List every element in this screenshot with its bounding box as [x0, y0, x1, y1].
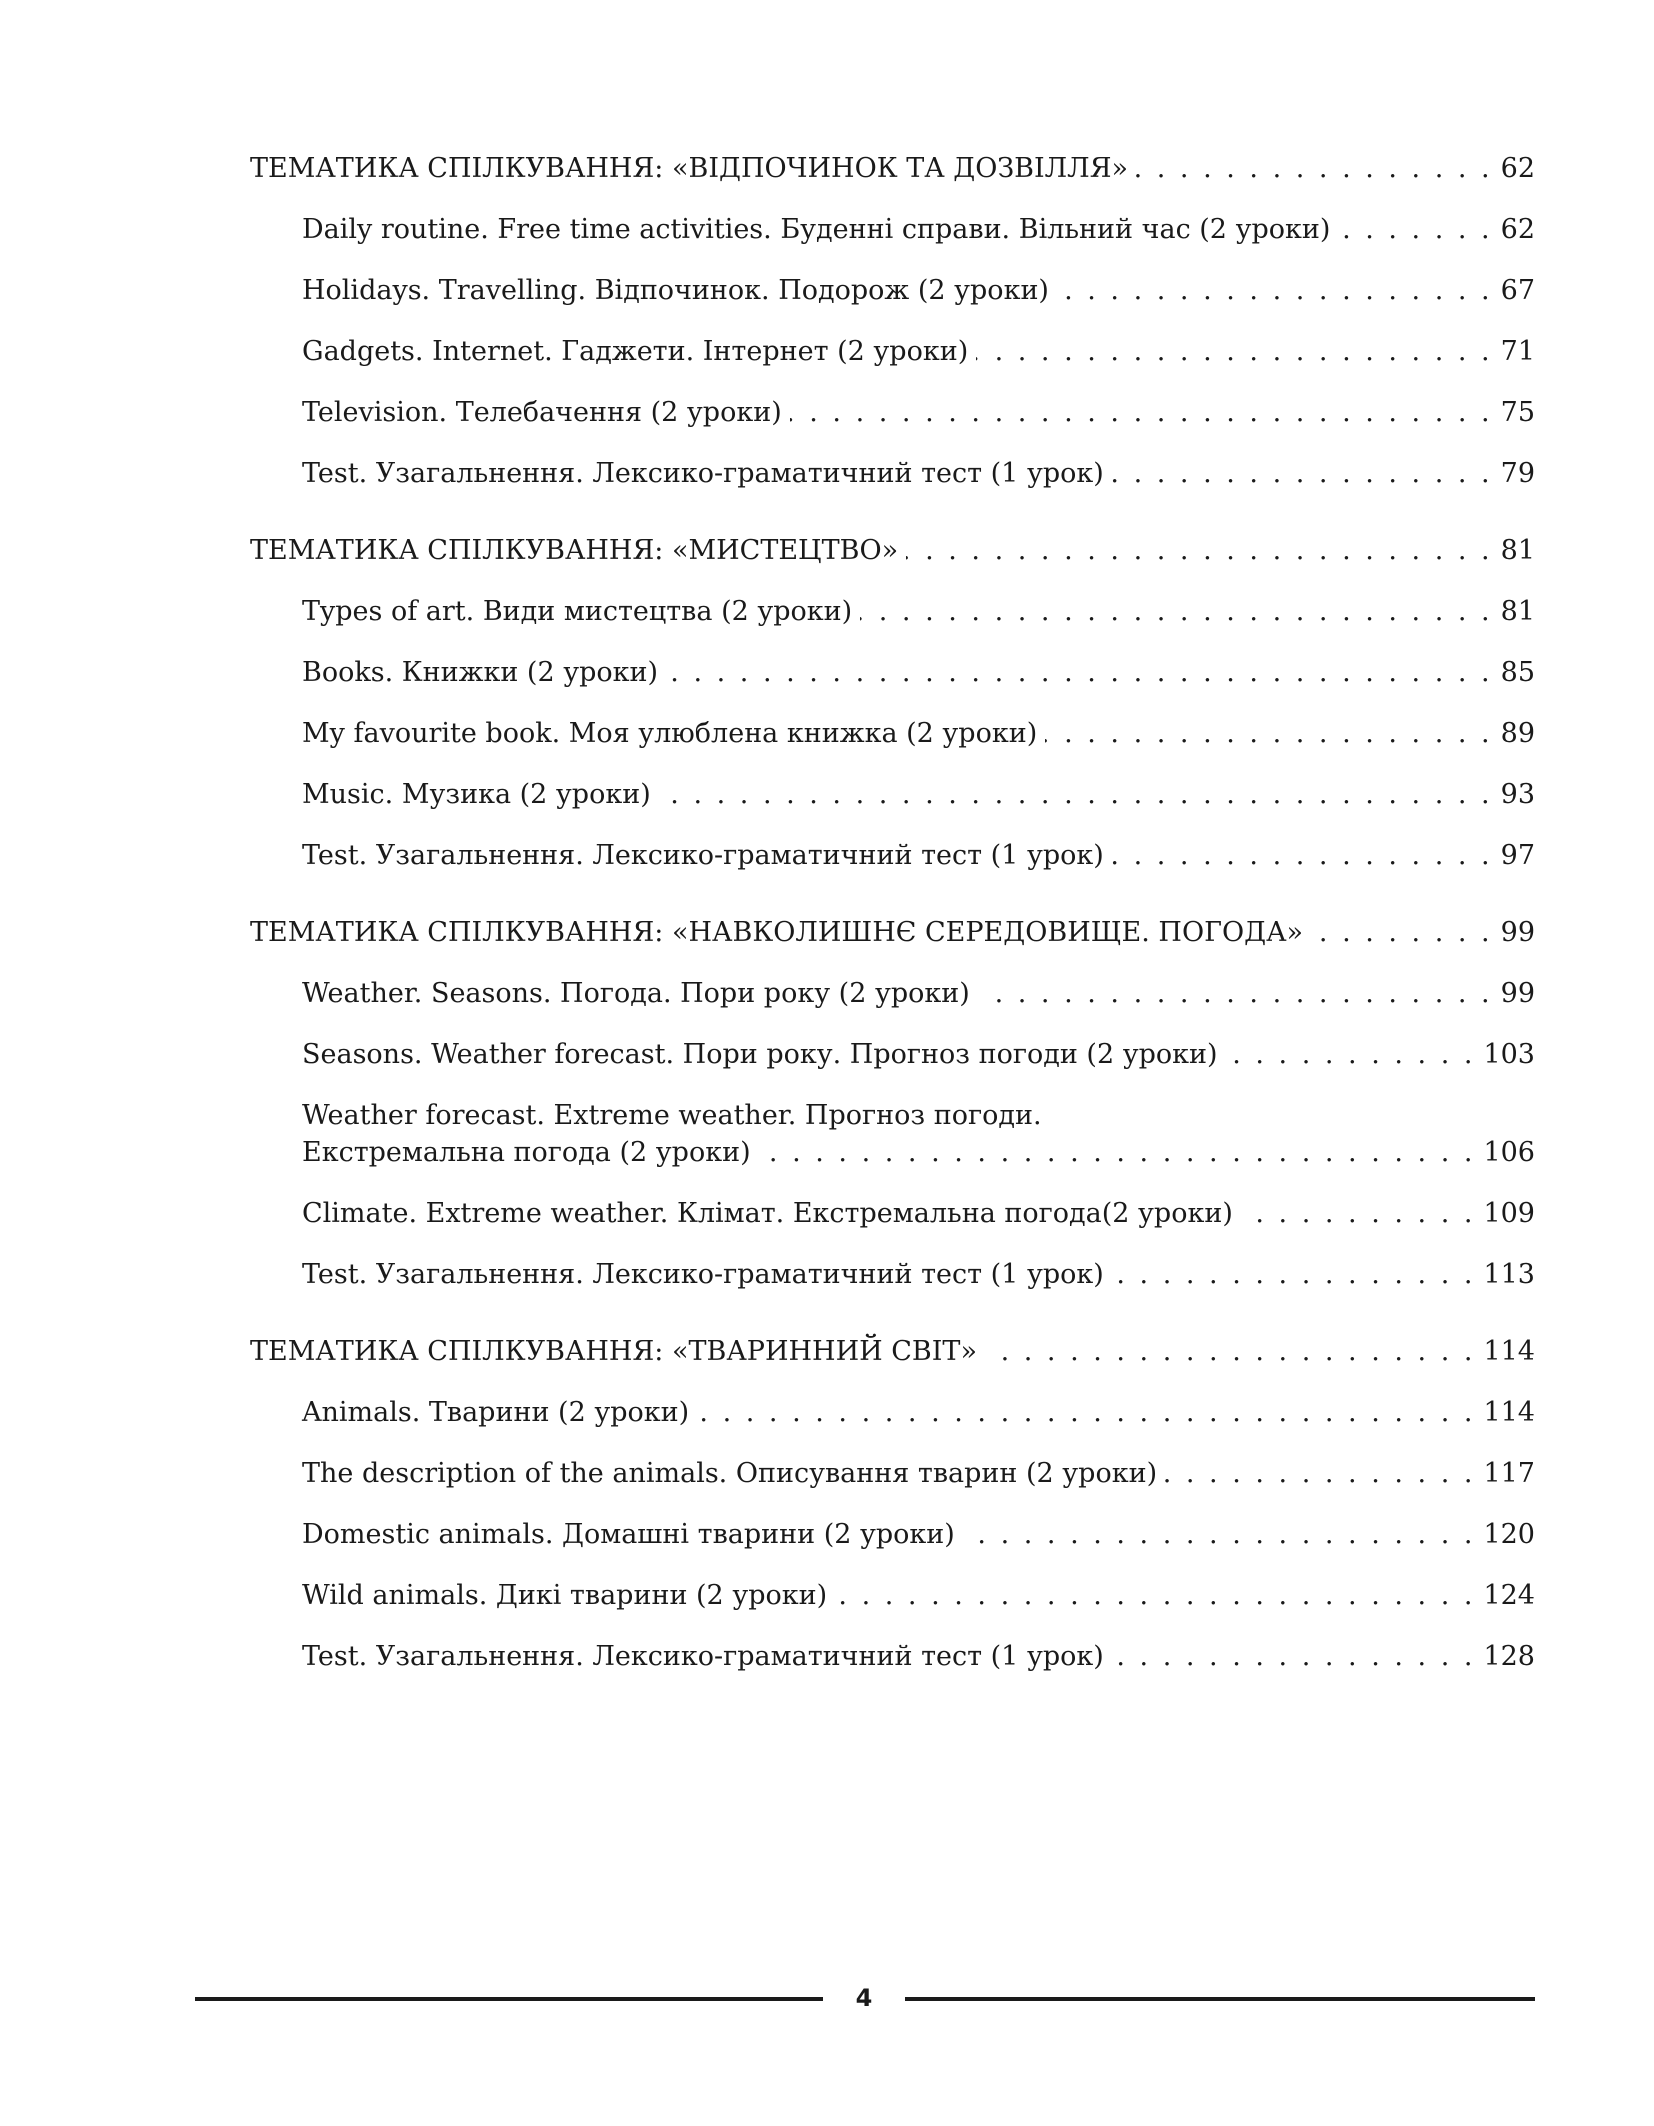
dot-leader	[1112, 1638, 1476, 1675]
entry-title: Weather. Seasons. Погода. Пори року (2 уроки)	[302, 978, 970, 1009]
toc-entry[interactable]	[250, 975, 1535, 1012]
footer-rule-left	[195, 1997, 823, 2001]
entry-page-number: 124	[1483, 1580, 1535, 1611]
entry-page-number: 89	[1500, 718, 1535, 749]
entry-page-number: 67	[1500, 275, 1535, 306]
section-page-number: 81	[1500, 535, 1535, 566]
entry-page-number: 106	[1483, 1137, 1535, 1168]
toc-section-heading[interactable]	[250, 150, 1535, 187]
entry-line	[302, 1036, 1535, 1073]
toc-entry[interactable]	[250, 1036, 1535, 1073]
page-number: 4	[855, 1984, 873, 2012]
entry-title: Holidays. Travelling. Відпочинок. Подорож (2 уроки)	[302, 275, 1049, 306]
entry-line	[302, 1638, 1535, 1675]
entry-page-number: 75	[1500, 397, 1535, 428]
entry-line	[302, 715, 1535, 752]
toc-entry[interactable]	[250, 272, 1535, 309]
entry-page-number: 128	[1483, 1641, 1535, 1672]
dot-leader	[963, 1516, 1476, 1553]
dot-leader	[1112, 837, 1493, 874]
dot-leader	[659, 776, 1493, 813]
entry-line	[302, 654, 1535, 691]
entry-title: Television. Телебачення (2 уроки)	[302, 397, 782, 428]
entry-page-number: 117	[1483, 1458, 1535, 1489]
section-page-number: 99	[1500, 917, 1535, 948]
dot-leader	[860, 593, 1492, 630]
dot-leader	[1338, 211, 1492, 248]
entry-title: Test. Узагальнення. Лексико-граматичний тест (1 урок)	[302, 458, 1104, 489]
entry-line	[302, 1134, 1535, 1171]
entry-line	[302, 333, 1535, 370]
entry-title: Domestic animals. Домашні тварини (2 уроки)	[302, 1519, 955, 1550]
dot-leader	[1112, 1256, 1476, 1293]
entry-line	[302, 837, 1535, 874]
entry-title: Seasons. Weather forecast. Пори року. Прогноз погоди (2 уроки)	[302, 1039, 1218, 1070]
entry-line	[302, 975, 1535, 1012]
toc-section	[250, 914, 1535, 1293]
entry-title: Books. Книжки (2 уроки)	[302, 657, 659, 688]
page-footer	[195, 1978, 1535, 2018]
entry-title: Daily routine. Free time activities. Буденні справи. Вільний час (2 уроки)	[302, 214, 1331, 245]
table-of-contents	[250, 150, 1535, 1715]
entry-page-number: 103	[1483, 1039, 1535, 1070]
entry-title: Екстремальна погода (2 уроки)	[302, 1137, 751, 1168]
dot-leader	[697, 1394, 1475, 1431]
entry-line	[302, 1394, 1535, 1431]
dot-leader	[1112, 455, 1493, 492]
section-heading-text: ТЕМАТИКА СПІЛКУВАННЯ: «ВІДПОЧИНОК ТА ДОЗВІЛЛЯ»	[250, 153, 1129, 184]
entry-title: Wild animals. Дикі тварини (2 уроки)	[302, 1580, 828, 1611]
toc-entry[interactable]	[250, 1394, 1535, 1431]
entry-title: Test. Узагальнення. Лексико-граматичний тест (1 урок)	[302, 1641, 1104, 1672]
toc-entry[interactable]	[250, 394, 1535, 431]
toc-section	[250, 150, 1535, 492]
toc-entry[interactable]	[250, 1195, 1535, 1232]
toc-section	[250, 532, 1535, 874]
entry-line	[302, 272, 1535, 309]
entry-page-number: 93	[1500, 779, 1535, 810]
entry-page-number: 109	[1483, 1198, 1535, 1229]
entry-title-line: Weather forecast. Extreme weather. Прогноз погоди.	[302, 1100, 1042, 1131]
entry-line	[302, 1256, 1535, 1293]
section-heading-text: ТЕМАТИКА СПІЛКУВАННЯ: «ТВАРИННИЙ СВІТ»	[250, 1336, 977, 1367]
entry-line	[302, 211, 1535, 248]
section-page-number: 114	[1483, 1336, 1535, 1367]
entry-title: The description of the animals. Описування тварин (2 уроки)	[302, 1458, 1158, 1489]
toc-entry[interactable]	[250, 1256, 1535, 1293]
entry-title: Animals. Тварини (2 уроки)	[302, 1397, 690, 1428]
entry-page-number: 114	[1483, 1397, 1535, 1428]
toc-entry[interactable]	[250, 1516, 1535, 1553]
entry-line	[302, 1577, 1535, 1614]
entry-page-number: 62	[1500, 214, 1535, 245]
dot-leader	[1165, 1455, 1475, 1492]
entry-title: My favourite book. Моя улюблена книжка (2 уроки)	[302, 718, 1038, 749]
dot-leader	[906, 532, 1493, 569]
entry-title: Gadgets. Internet. Гаджети. Інтернет (2 уроки)	[302, 336, 969, 367]
entry-page-number: 120	[1483, 1519, 1535, 1550]
dot-leader	[985, 1333, 1475, 1370]
entry-page-number: 79	[1500, 458, 1535, 489]
entry-page-number: 99	[1500, 978, 1535, 1009]
entry-line	[302, 1455, 1535, 1492]
toc-entry[interactable]	[250, 1097, 1535, 1171]
entry-line	[302, 1516, 1535, 1553]
dot-leader	[978, 975, 1493, 1012]
entry-line	[302, 394, 1535, 431]
toc-section	[250, 1333, 1535, 1675]
dot-leader	[1241, 1195, 1476, 1232]
dot-leader	[790, 394, 1493, 431]
entry-title: Types of art. Види мистецтва (2 уроки)	[302, 596, 853, 627]
dot-leader	[1057, 272, 1493, 309]
entry-page-number: 85	[1500, 657, 1535, 688]
entry-title: Climate. Extreme weather. Клімат. Екстремальна погода(2 уроки)	[302, 1198, 1233, 1229]
section-heading-text: ТЕМАТИКА СПІЛКУВАННЯ: «НАВКОЛИШНЄ СЕРЕДОВИЩЕ. ПОГОДА»	[250, 917, 1304, 948]
dot-leader	[666, 654, 1493, 691]
dot-leader	[835, 1577, 1475, 1614]
entry-page-number: 71	[1500, 336, 1535, 367]
entry-line	[302, 455, 1535, 492]
section-heading-text: ТЕМАТИКА СПІЛКУВАННЯ: «МИСТЕЦТВО»	[250, 535, 899, 566]
toc-entry[interactable]	[250, 455, 1535, 492]
toc-section-heading[interactable]	[250, 914, 1535, 951]
dot-leader	[1226, 1036, 1476, 1073]
toc-entry[interactable]	[250, 593, 1535, 630]
toc-section-heading[interactable]	[250, 532, 1535, 569]
footer-rule-right	[905, 1997, 1535, 2001]
entry-page-number: 81	[1500, 596, 1535, 627]
entry-title: Test. Узагальнення. Лексико-граматичний тест (1 урок)	[302, 1259, 1104, 1290]
entry-title: Music. Музика (2 уроки)	[302, 779, 651, 810]
toc-entry[interactable]	[250, 654, 1535, 691]
toc-entry[interactable]	[250, 837, 1535, 874]
toc-entry[interactable]	[250, 211, 1535, 248]
toc-section-heading[interactable]	[250, 1333, 1535, 1370]
entry-page-number: 97	[1500, 840, 1535, 871]
toc-entry[interactable]	[250, 715, 1535, 752]
toc-entry[interactable]	[250, 776, 1535, 813]
entry-line	[302, 776, 1535, 813]
dot-leader	[1045, 715, 1492, 752]
dot-leader	[976, 333, 1492, 370]
entry-line	[302, 1195, 1535, 1232]
toc-entry[interactable]	[250, 1455, 1535, 1492]
entry-title: Test. Узагальнення. Лексико-граматичний тест (1 урок)	[302, 840, 1104, 871]
dot-leader	[759, 1134, 1476, 1171]
dot-leader	[1311, 914, 1493, 951]
entry-line	[302, 593, 1535, 630]
toc-entry[interactable]	[250, 1577, 1535, 1614]
dot-leader	[1136, 150, 1493, 187]
toc-entry[interactable]	[250, 333, 1535, 370]
toc-entry[interactable]	[250, 1638, 1535, 1675]
entry-page-number: 113	[1483, 1259, 1535, 1290]
section-page-number: 62	[1500, 153, 1535, 184]
